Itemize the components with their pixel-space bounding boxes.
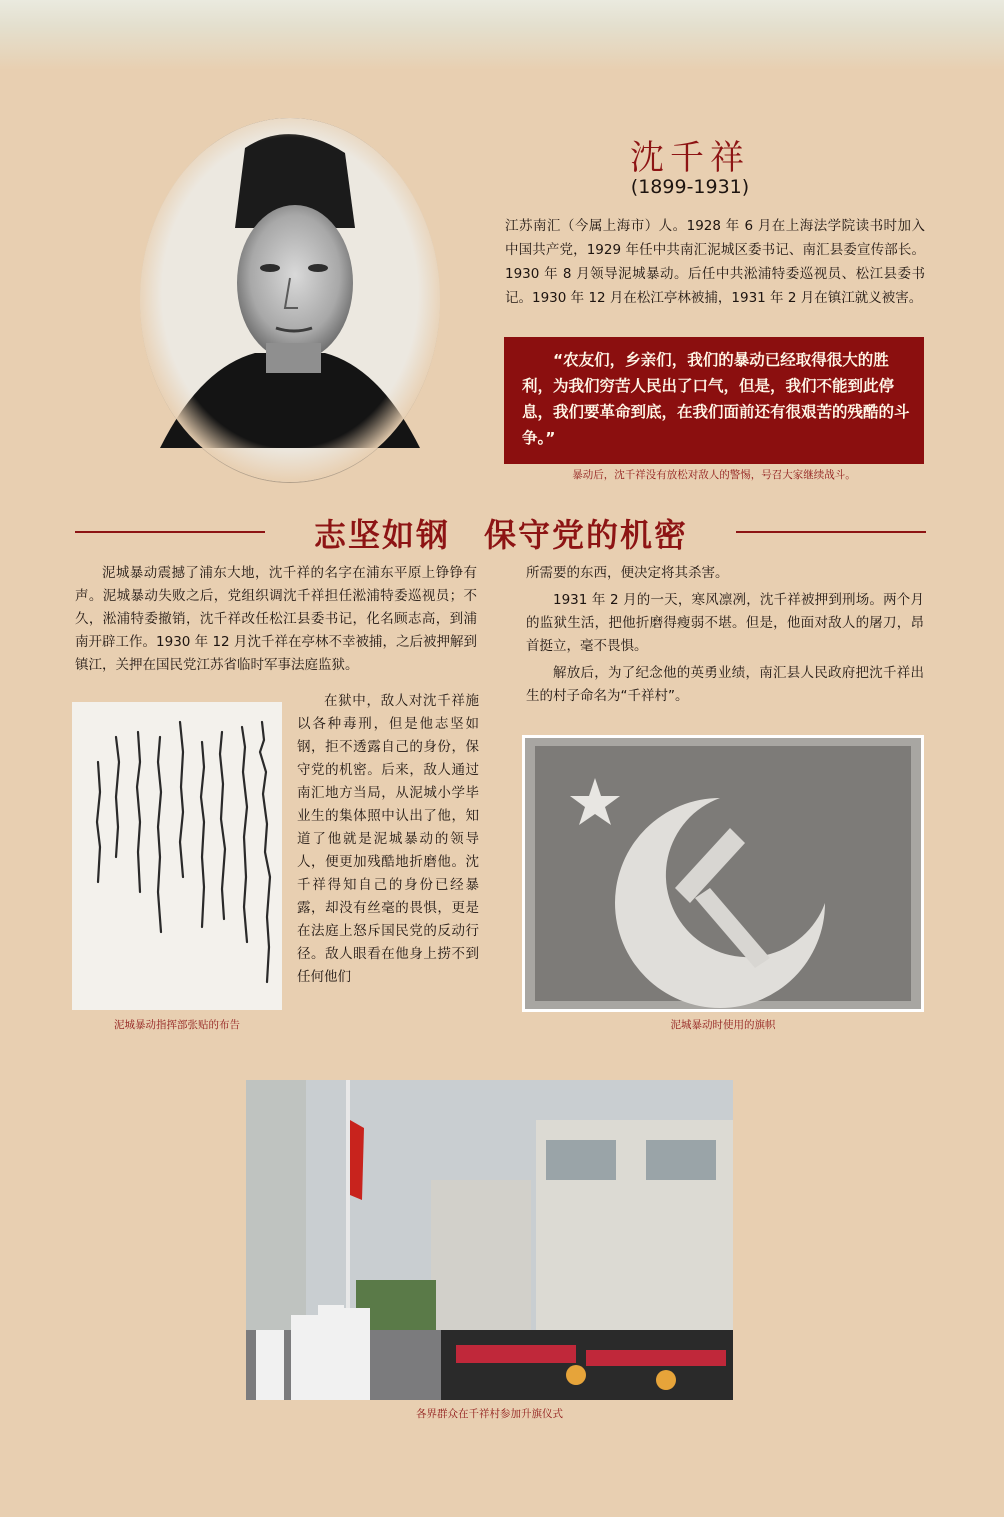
right-column	[526, 562, 924, 712]
paragraph-3-text: 1931 年 2 月的一天，寒风凛冽，沈千祥被押到刑场。两个月的监狱生活，把他折磨得瘦弱不堪。但是，他面对敌人的屠刀，昂首挺立，毫不畏惧。	[526, 592, 924, 654]
section-divider-right	[736, 531, 926, 533]
paragraph-2-text: 在狱中，敌人对沈千祥施以各种毒刑，但是他志坚如钢，拒不透露自己的身份，保守党的机密。后来，敌人通过南汇地方当局，从泥城小学毕业生的集体照中认出了他，知道了他就是泥城暴动的领导人，便更加残酷地折磨他。沈千祥得知自己的身份已经暴露，却没有丝毫的畏惧，更是在法庭上怒斥国民党的反动行径。敌人眼看在他身上捞不到任何他们	[297, 693, 479, 985]
portrait-photo	[140, 118, 440, 483]
quote-text: “农友们，乡亲们，我们的暴动已经取得很大的胜利，为我们穷苦人民出了口气，但是，我们不能到此停息，我们要革命到底，在我们面前还有很艰苦的残酷的斗争。”	[522, 351, 910, 447]
quote-caption: 暴动后，沈千祥没有放松对敌人的警惕，号召大家继续战斗。	[572, 469, 856, 481]
life-years: (1899-1931)	[630, 176, 750, 198]
notice-caption: 泥城暴动指挥部张贴的布告	[114, 1019, 240, 1031]
uprising-flag-photo	[522, 735, 924, 1012]
paragraph-1	[75, 562, 477, 681]
flag-raising-ceremony-photo	[246, 1080, 733, 1400]
section-divider-left	[75, 531, 265, 533]
paragraph-2	[297, 690, 479, 993]
flag-caption: 泥城暴动时使用的旗帜	[670, 1019, 776, 1031]
paragraph-4-text: 解放后，为了纪念他的英勇业绩，南汇县人民政府把沈千祥出生的村子命名为“千祥村”。	[526, 665, 924, 704]
person-name: 沈千祥	[630, 138, 750, 178]
top-decorative-band	[0, 0, 1004, 70]
paragraph-1-text: 泥城暴动震撼了浦东大地，沈千祥的名字在浦东平原上铮铮有声。泥城暴动失败之后，党组织调沈千祥担任淞浦特委巡视员；不久，淞浦特委撤销，沈千祥改任松江县委书记，化名顾志高，到浦南开辟工作。1930 年 12 月沈千祥在亭林不幸被捕，之后被押解到镇江，关押在国民党江苏省临时军事法庭监狱。	[75, 565, 477, 673]
section-title: 志坚如钢 保守党的机密	[313, 516, 688, 554]
ceremony-caption: 各界群众在千祥村参加升旗仪式	[416, 1408, 563, 1420]
quote-box	[504, 337, 924, 464]
handwritten-notice-photo	[72, 702, 282, 1010]
paragraph-2-continued: 所需要的东西，便决定将其杀害。	[526, 565, 729, 581]
biography-text: 江苏南汇（今属上海市）人。1928 年 6 月在上海法学院读书时加入中国共产党，1929 年任中共南汇泥城区委书记、南汇县委宣传部长。1930 年 8 月领导泥城暴动。后任中共淞浦特委巡视员、松江县委书记。1930 年 12 月在松江亭林被捕，1931 年 2 月在镇江就义被害。	[505, 218, 925, 306]
